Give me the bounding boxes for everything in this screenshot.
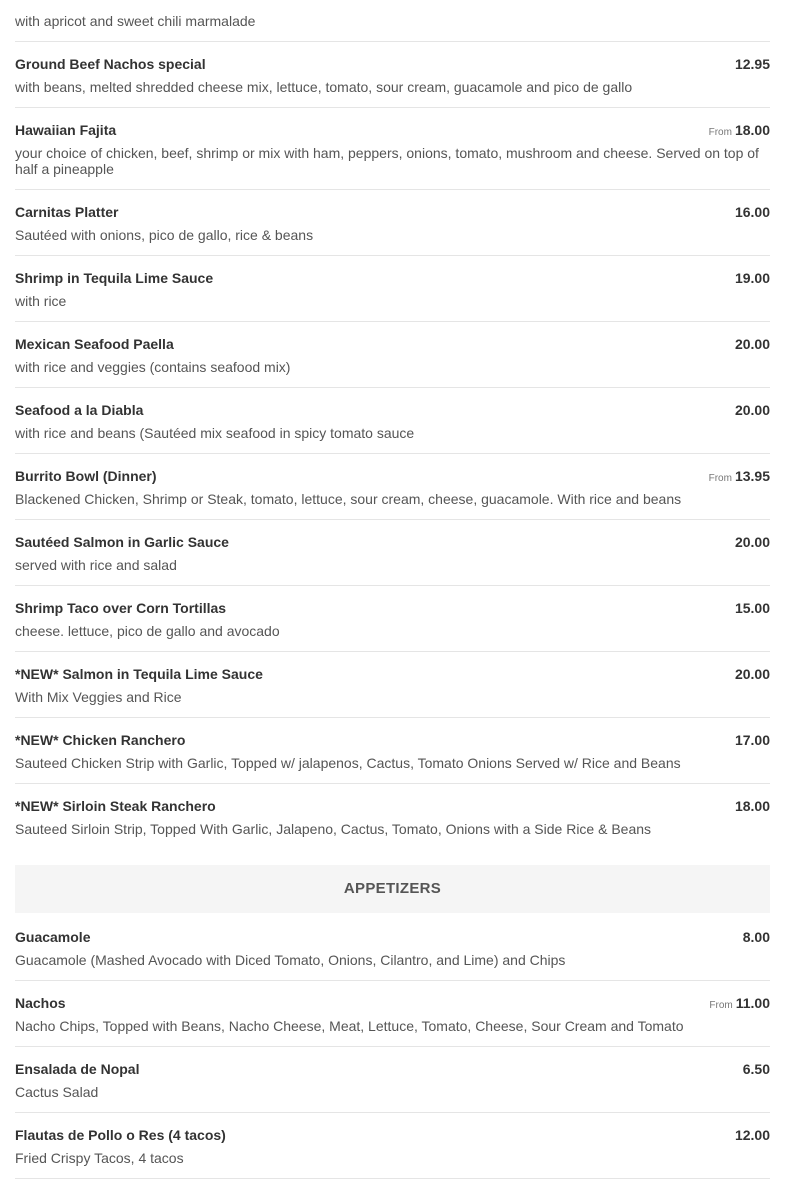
- menu-item[interactable]: [15, 586, 770, 652]
- menu-item[interactable]: [15, 917, 770, 981]
- price-value: 12.00: [734, 1127, 770, 1143]
- menu-item-header: [15, 666, 770, 686]
- price-value: 20.00: [734, 336, 770, 352]
- menu-item[interactable]: [15, 256, 770, 322]
- price-value: 20.00: [734, 534, 770, 550]
- menu-item-header: [15, 336, 770, 356]
- menu-item-price: [732, 732, 770, 748]
- menu-item-name: *NEW* Salmon in Tequila Lime Sauce: [15, 666, 263, 682]
- menu-item-header: [15, 1127, 770, 1147]
- menu-item-price: [732, 666, 770, 682]
- price-value: 15.00: [734, 600, 770, 616]
- menu-item-description: Cactus Salad: [15, 1084, 99, 1100]
- menu-item-description: with beans, melted shredded cheese mix, lettuce, tomato, sour cream, guacamole and pico de gallo: [15, 79, 633, 95]
- menu-item-header: [15, 0, 770, 10]
- price-value: 19.00: [734, 270, 770, 286]
- menu-item-name: Sautéed Salmon in Garlic Sauce: [15, 534, 229, 550]
- menu-item-name: Shrimp Taco over Corn Tortillas: [15, 600, 227, 616]
- menu-item[interactable]: [15, 108, 770, 190]
- menu-item-description: Sautéed with onions, pico de gallo, rice & beans: [15, 227, 314, 243]
- menu-item-header: [15, 270, 770, 290]
- menu-item-description: Blackened Chicken, Shrimp or Steak, tomato, lettuce, sour cream, cheese, guacamole. With rice and beans: [15, 491, 682, 507]
- menu-item-price: [732, 1127, 770, 1143]
- menu-item-name: Burrito Bowl (Dinner): [15, 468, 157, 484]
- menu-item-price: [767, 0, 770, 6]
- menu-item-description: with rice and beans (Sautéed mix seafood in spicy tomato sauce: [15, 425, 415, 441]
- menu-item-header: [15, 56, 770, 76]
- price-value: 12.95: [734, 56, 770, 72]
- menu-item-description: with rice and veggies (contains seafood mix): [15, 359, 291, 375]
- menu-item[interactable]: [15, 784, 770, 849]
- menu-item-name: *NEW* Sirloin Steak Ranchero: [15, 798, 216, 814]
- menu-item-description: Fried Crispy Tacos, 4 tacos: [15, 1150, 184, 1166]
- menu-item-header: [15, 402, 770, 422]
- menu-item-description: with apricot and sweet chili marmalade: [15, 13, 256, 29]
- menu-item[interactable]: [15, 1047, 770, 1113]
- price-value: 11.00: [735, 995, 770, 1011]
- menu-item-price: [740, 929, 770, 945]
- menu-item-header: [15, 732, 770, 752]
- menu-item-description: with rice: [15, 293, 67, 309]
- menu-item[interactable]: [15, 388, 770, 454]
- menu-item-price: [709, 995, 770, 1011]
- menu-item-name: Ensalada de Nopal: [15, 1061, 140, 1077]
- price-value: 20.00: [734, 402, 770, 418]
- menu-item-name: Hawaiian Fajita: [15, 122, 117, 138]
- price-value: 20.00: [734, 666, 770, 682]
- price-value: 8.00: [742, 929, 770, 945]
- menu-item-price: [709, 468, 770, 484]
- menu-list: [15, 0, 770, 1179]
- menu-item-description: your choice of chicken, beef, shrimp or mix with ham, peppers, onions, tomato, mushroom and cheese. Served on top of half a pineapple: [15, 145, 759, 177]
- menu-item[interactable]: [15, 652, 770, 718]
- menu-item-description: cheese. lettuce, pico de gallo and avocado: [15, 623, 280, 639]
- menu-item-name: Mexican Seafood Paella: [15, 336, 174, 352]
- menu-item-header: [15, 122, 770, 142]
- menu-item-price: [732, 56, 770, 72]
- menu-item-price: [709, 122, 770, 138]
- menu-item[interactable]: [15, 454, 770, 520]
- price-from-label: From: [709, 1000, 733, 1011]
- menu-item-name: Nachos: [15, 995, 66, 1011]
- menu-item-price: [732, 402, 770, 418]
- menu-item-name: Shrimp in Tequila Lime Sauce: [15, 270, 214, 286]
- menu-item-header: [15, 929, 770, 949]
- menu-item-header: [15, 1061, 770, 1081]
- menu-item[interactable]: [15, 42, 770, 108]
- price-value: 6.50: [742, 1061, 770, 1077]
- menu-item-description: Sauteed Chicken Strip with Garlic, Topped w/ jalapenos, Cactus, Tomato Onions Served w/ Rice and Beans: [15, 755, 681, 771]
- menu-item-header: [15, 468, 770, 488]
- menu-item-description: Guacamole (Mashed Avocado with Diced Tomato, Onions, Cilantro, and Lime) and Chips: [15, 952, 566, 968]
- menu-item-header: [15, 798, 770, 818]
- price-value: 13.95: [734, 468, 770, 484]
- menu-item[interactable]: [15, 981, 770, 1047]
- menu-item-description: Sauteed Sirloin Strip, Topped With Garlic, Jalapeno, Cactus, Tomato, Onions with a Side Rice & Beans: [15, 821, 652, 837]
- price-value: 17.00: [734, 732, 770, 748]
- menu-item[interactable]: [15, 1113, 770, 1179]
- menu-item-name: Flautas de Pollo o Res (4 tacos): [15, 1127, 226, 1143]
- menu-item-header: [15, 995, 770, 1015]
- menu-item-header: [15, 600, 770, 620]
- menu-item-price: [732, 534, 770, 550]
- section-header-appetizers: APPETIZERS: [15, 865, 770, 913]
- price-value: 18.00: [734, 122, 770, 138]
- menu-item-description: With Mix Veggies and Rice: [15, 689, 182, 705]
- menu-item-header: [15, 534, 770, 554]
- menu-item-price: [732, 270, 770, 286]
- menu-item-price: [732, 798, 770, 814]
- menu-item[interactable]: [15, 0, 770, 42]
- menu-item-description: Nacho Chips, Topped with Beans, Nacho Cheese, Meat, Lettuce, Tomato, Cheese, Sour Cream and Tomato: [15, 1018, 684, 1034]
- menu-item-description: served with rice and salad: [15, 557, 177, 573]
- menu-item-name: *NEW* Chicken Ranchero: [15, 732, 186, 748]
- menu-item-price: [732, 336, 770, 352]
- price-from-label: From: [708, 127, 732, 138]
- price-value: 16.00: [734, 204, 770, 220]
- menu-item[interactable]: [15, 520, 770, 586]
- menu-item-price: [732, 204, 770, 220]
- menu-item-name: Guacamole: [15, 929, 91, 945]
- menu-item[interactable]: [15, 190, 770, 256]
- menu-item-name: Ground Beef Nachos special: [15, 56, 206, 72]
- menu-item-price: [732, 600, 770, 616]
- menu-item-name: Carnitas Platter: [15, 204, 119, 220]
- price-from-label: From: [708, 473, 732, 484]
- menu-item[interactable]: [15, 322, 770, 388]
- menu-item-name: Seafood a la Diabla: [15, 402, 144, 418]
- menu-item-header: [15, 204, 770, 224]
- menu-item-price: [740, 1061, 770, 1077]
- menu-item[interactable]: [15, 718, 770, 784]
- price-value: 18.00: [734, 798, 770, 814]
